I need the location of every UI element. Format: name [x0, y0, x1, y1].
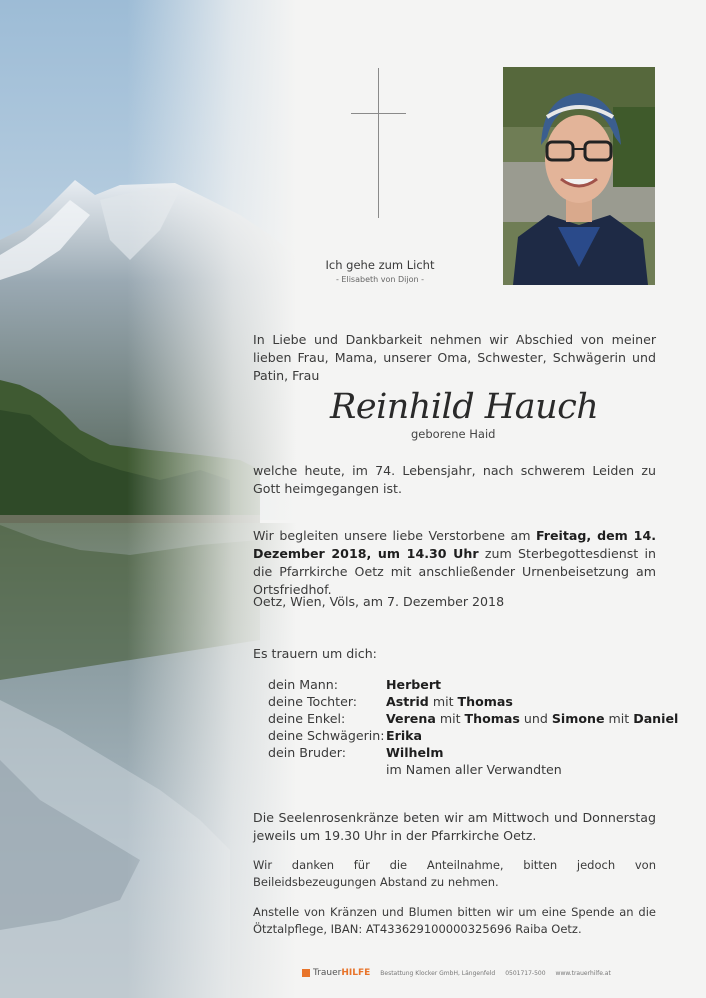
list-item: dein Mann: Herbert	[268, 677, 442, 692]
logo-mark-icon	[302, 969, 310, 977]
cross-icon-bar	[351, 113, 406, 114]
funeral-pre: Wir begleiten unsere liebe Verstorbene am	[253, 528, 536, 543]
thanks-text: Wir danken für die Anteilnahme, bitten jedoch von Beileidsbezeugungen Abstand zu nehmen.	[253, 858, 656, 889]
funeral-text	[253, 527, 656, 599]
footer-web[interactable]: www.trauerhilfe.at	[555, 969, 611, 977]
list-item: im Namen aller Verwandten	[386, 762, 562, 777]
passing-text: welche heute, im 74. Lebensjahr, nach schwerem Leiden zu Gott heimgegangen ist.	[253, 463, 656, 496]
quote-author: - Elisabeth von Dijon -	[336, 275, 424, 284]
deceased-name: Reinhild Hauch	[330, 387, 599, 427]
list-item: deine Schwägerin: Erika	[268, 728, 423, 743]
quote	[300, 258, 460, 284]
mourners-list	[268, 676, 678, 778]
rosary-text: Die Seelenrosenkränze beten wir am Mittwoch und Donnerstag jeweils um 19.30 Uhr in der Pfarrkirche Oetz.	[253, 810, 656, 843]
portrait-photo	[503, 67, 655, 285]
footer	[302, 966, 632, 980]
list-item: deine Enkel: Verena mit Thomas und Simone mit Daniel	[268, 711, 679, 726]
funeral-post: zum Sterbegottesdienst in die Pfarrkirche Oetz mit anschließender Urnenbeisetzung am Ortsfriedhof.	[253, 546, 656, 597]
place-date: Oetz, Wien, Völs, am 7. Dezember 2018	[253, 594, 505, 609]
birth-name: geborene Haid	[411, 427, 496, 441]
funeral-date: Freitag, dem 14. Dezember 2018, um 14.30 Uhr	[253, 528, 656, 561]
donation-text: Anstelle von Kränzen und Blumen bitten wir um eine Spende an die Ötztalpflege, IBAN: AT433629100000325696 Raiba Oetz.	[253, 905, 656, 936]
list-item: dein Bruder: Wilhelm	[268, 745, 444, 760]
footer-company: Bestattung Klocker GmbH, Längenfeld	[380, 969, 496, 977]
intro-text: In Liebe und Dankbarkeit nehmen wir Abschied von meiner lieben Frau, Mama, unserer Oma, Schwester, Schwägerin und Patin, Frau	[253, 332, 656, 383]
trauerhilfe-logo: Trauer HILFE	[302, 968, 370, 978]
footer-phone: 0501717-500	[505, 969, 546, 977]
quote-text: Ich gehe zum Licht	[325, 258, 435, 272]
mourners-heading: Es trauern um dich:	[253, 646, 377, 661]
list-item: deine Tochter: Astrid mit Thomas	[268, 694, 513, 709]
cross-icon	[378, 68, 379, 218]
